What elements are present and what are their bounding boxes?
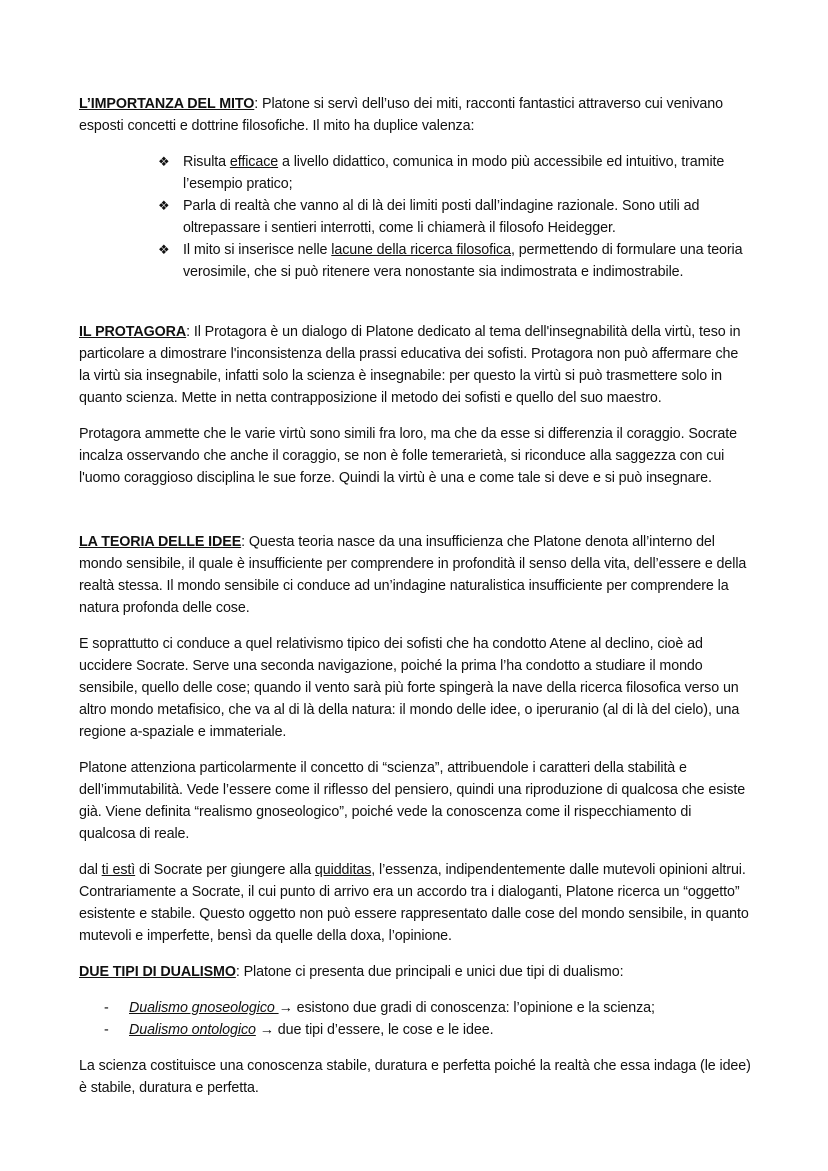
idee-paragraph-4: dal ti estì di Socrate per giungere alla quidditas, l’essenza, indipendentemente dalle mutevoli opinioni altrui. Contrariamente a Socrate, il cui punto di arrivo era un accordo tra i dialoganti, Platone ricerca un “oggetto” esistente e stabile. Questo oggetto non può essere rappresentato dalle cose del mondo sensibile, in quanto mutevoli e imperfette, bensì da quelle della doxa, l’opinione.	[79, 862, 749, 944]
diamond-bullet-icon: ❖	[158, 198, 170, 213]
dualismo-list	[79, 997, 751, 1041]
list-item: ❖ Parla di realtà che vanno al di là dei limiti posti dall’indagine razionale. Sono utili ad oltrepassare i sentieri interrotti, come li chiamerà il filosofo Heidegger.	[183, 195, 751, 239]
list-item: - Dualismo ontologico → due tipi d’essere, le cose e le idee.	[129, 1019, 751, 1041]
document-page	[79, 93, 751, 1099]
idee-heading: LA TEORIA DELLE IDEE	[79, 534, 242, 550]
protagora-heading: IL PROTAGORA	[79, 324, 187, 340]
mito-intro: : Platone si servì dell’uso dei miti, racconti fantastici attraverso cui venivano esposti concetti e dottrine filosofiche. Il mito ha duplice valenza:	[79, 96, 723, 134]
mito-paragraph	[79, 93, 751, 137]
mito-heading: L’IMPORTANZA DEL MITO	[79, 96, 255, 112]
diamond-bullet-icon: ❖	[158, 242, 170, 257]
protagora-paragraph-1: IL PROTAGORA: Il Protagora è un dialogo di Platone dedicato al tema dell'insegnabilità della virtù, teso in particolare a dimostrare l'inconsistenza della prassi educativa dei sofisti. Protagora non può affermare che la virtù sia insegnabile, infatti solo la scienza è insegnabile: per questo la virtù si può trasmettere solo in quanto scienza. Mette in netta contrapposizione il metodo dei sofisti e quello del suo maestro.	[79, 324, 741, 406]
dualismo-heading: DUE TIPI DI DUALISMO	[79, 964, 236, 980]
idee-paragraph-3: Platone attenziona particolarmente il concetto di “scienza”, attribuendole i caratteri della stabilità e dell’immutabilità. Vede l’essere come il riflesso del pensiero, quindi una riproduzione di qualcosa che esiste già. Viene definita “realismo gnoseologico”, poiché vede la conoscenza come il rispecchiamento di qualcosa di reale.	[79, 760, 746, 842]
protagora-paragraph-2: Protagora ammette che le varie virtù sono simili fra loro, ma che da esse si differenzia il coraggio. Socrate incalza osservando che anche il coraggio, se non è folle temerarietà, si riconduce alla saggezza con cui l'uomo coraggioso disciplina le sue forze. Quindi la virtù è una e come tale si deve e si può insegnare.	[79, 426, 737, 486]
dualismo-closing: La scienza costituisce una conoscenza stabile, duratura e perfetta poiché la realtà che essa indaga (le idee) è stabile, duratura e perfetta.	[79, 1058, 751, 1096]
dash-bullet-icon: -	[104, 1000, 109, 1016]
list-item: - Dualismo gnoseologico → esistono due gradi di conoscenza: l’opinione e la scienza;	[129, 997, 751, 1019]
idee-paragraph-1: LA TEORIA DELLE IDEE: Questa teoria nasce da una insufficienza che Platone denota all’interno del mondo sensibile, il quale è insufficiente per comprendere in profondità il senso della vita, dell’essere e della realtà stessa. Il mondo sensibile ci conduce ad un’indagine naturalistica insufficiente per comprendere la natura profonda delle cose.	[79, 534, 747, 616]
list-item: ❖ Il mito si inserisce nelle lacune della ricerca filosofica, permettendo di formulare una teoria verosimile, che si può ritenere vera nonostante sia indimostrata e indimostrabile.	[183, 239, 751, 283]
list-item: ❖ Risulta efficace a livello didattico, comunica in modo più accessibile ed intuitivo, tramite l’esempio pratico;	[183, 151, 751, 195]
idee-paragraph-2: E soprattutto ci conduce a quel relativismo tipico dei sofisti che ha condotto Atene al declino, cioè ad uccidere Socrate. Serve una seconda navigazione, poiché la prima l’ha condotto a studiare il mondo sensibile, quello delle cose; quando il vento sarà più forte spingerà la nave della ricerca filosofica verso un altro mondo metafisico, che va al di là della natura: il mondo delle idee, o iperuranio (al di là del cielo), una regione a-spaziale e immateriale.	[79, 636, 740, 740]
diamond-bullet-icon: ❖	[158, 154, 170, 169]
mito-bullet-list	[79, 151, 751, 283]
dualismo-paragraph: DUE TIPI DI DUALISMO: Platone ci presenta due principali e unici due tipi di dualismo:	[79, 964, 624, 980]
dash-bullet-icon: -	[104, 1022, 109, 1038]
